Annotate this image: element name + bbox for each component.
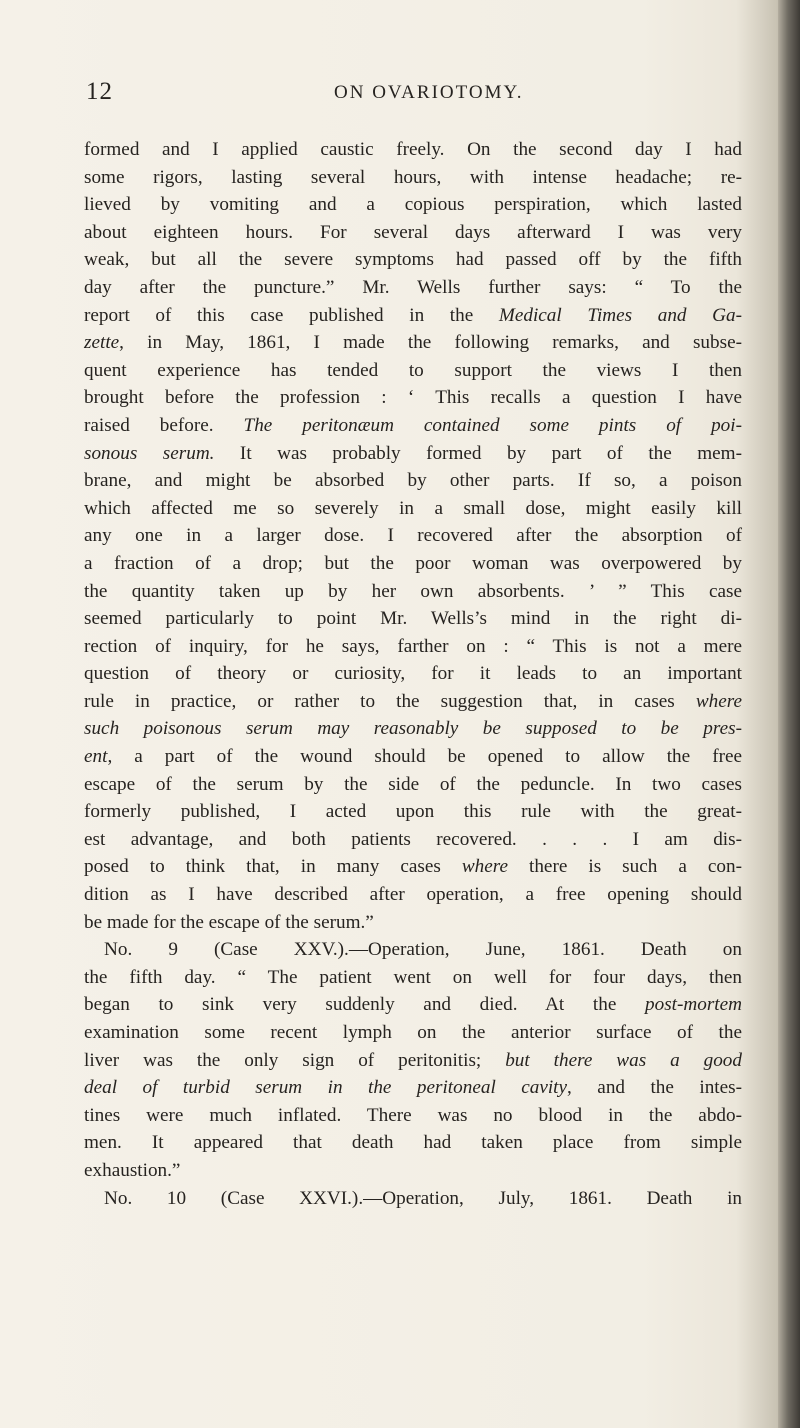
text-line: liver was the only sign of peritonitis; but there was a good — [84, 1049, 742, 1071]
text-line: some rigors, lasting several hours, with intense headache; re- — [84, 166, 742, 188]
text-line: tines were much inflated. There was no blood in the abdo- — [84, 1104, 742, 1126]
paragraph-end-line: be made for the escape of the serum.” — [84, 911, 374, 933]
text-line: escape of the serum by the side of the peduncle. In two cases — [84, 773, 742, 795]
text-line: seemed particularly to point Mr. Wells’s mind in the right di- — [84, 608, 742, 630]
text-line: began to sink very suddenly and died. At the post-mortem — [84, 994, 742, 1016]
text-line: rection of inquiry, for he says, farther on : “ This is not a mere — [84, 635, 742, 657]
binding-shadow — [778, 0, 800, 1428]
text-line: question of theory or curiosity, for it leads to an important — [84, 663, 742, 685]
text-line: ent, a part of the wound should be opened to allow the free — [84, 746, 742, 768]
page-header — [86, 78, 746, 118]
text-line: posed to think that, in many cases where there is such a con- — [84, 856, 742, 878]
text-line: the quantity taken up by her own absorbents. ’ ” This case — [84, 580, 742, 602]
text-line: weak, but all the severe symptoms had passed off by the fifth — [84, 249, 742, 271]
text-line: about eighteen hours. For several days afterward I was very — [84, 221, 742, 243]
text-line: lieved by vomiting and a copious perspiration, which lasted — [84, 194, 742, 216]
text-line: a fraction of a drop; but the poor woman was overpowered by — [84, 552, 742, 574]
text-line: brane, and might be absorbed by other parts. If so, a poison — [84, 470, 742, 492]
text-line: which affected me so severely in a small dose, might easily kill — [84, 497, 742, 519]
body-text — [84, 136, 742, 1212]
running-head: ON OVARIOTOMY. — [334, 82, 524, 103]
text-line: deal of turbid serum in the peritoneal cavity, and the intes- — [84, 1077, 742, 1099]
text-line: brought before the profession : ‘ This recalls a question I have — [84, 387, 742, 409]
text-line: raised before. The peritonæum contained some pints of poi- — [84, 414, 742, 436]
text-line: report of this case published in the Medical Times and Ga- — [84, 304, 742, 326]
text-line: such poisonous serum may reasonably be supposed to be pres- — [84, 718, 742, 740]
text-line: formed and I applied caustic freely. On the second day I had — [84, 139, 742, 160]
paragraph-end-line: exhaustion.” — [84, 1159, 181, 1181]
text-line: formerly published, I acted upon this rule with the great- — [84, 801, 742, 823]
case-heading-line: No. 9 (Case XXV.).—Operation, June, 1861. Death on — [104, 939, 742, 961]
text-line: dition as I have described after operation, a free opening should — [84, 884, 742, 906]
text-line: sonous serum. It was probably formed by part of the mem- — [84, 442, 742, 464]
text-line: quent experience has tended to support the views I then — [84, 359, 742, 381]
text-line: zette, in May, 1861, I made the following remarks, and subse- — [84, 332, 742, 354]
text-line: examination some recent lymph on the anterior surface of the — [84, 1022, 742, 1043]
page-number: 12 — [86, 78, 113, 105]
text-line: men. It appeared that death had taken place from simple — [84, 1132, 742, 1154]
text-line: the fifth day. “ The patient went on well for four days, then — [84, 966, 742, 988]
text-line: est advantage, and both patients recovered. . . . I am dis- — [84, 828, 742, 850]
case-heading-line: No. 10 (Case XXVI.).—Operation, July, 1861. Death in — [104, 1187, 742, 1209]
text-line: any one in a larger dose. I recovered after the absorption of — [84, 525, 742, 547]
text-line: rule in practice, or rather to the suggestion that, in cases where — [84, 690, 742, 712]
text-line: day after the puncture.” Mr. Wells further says: “ To the — [84, 276, 742, 298]
